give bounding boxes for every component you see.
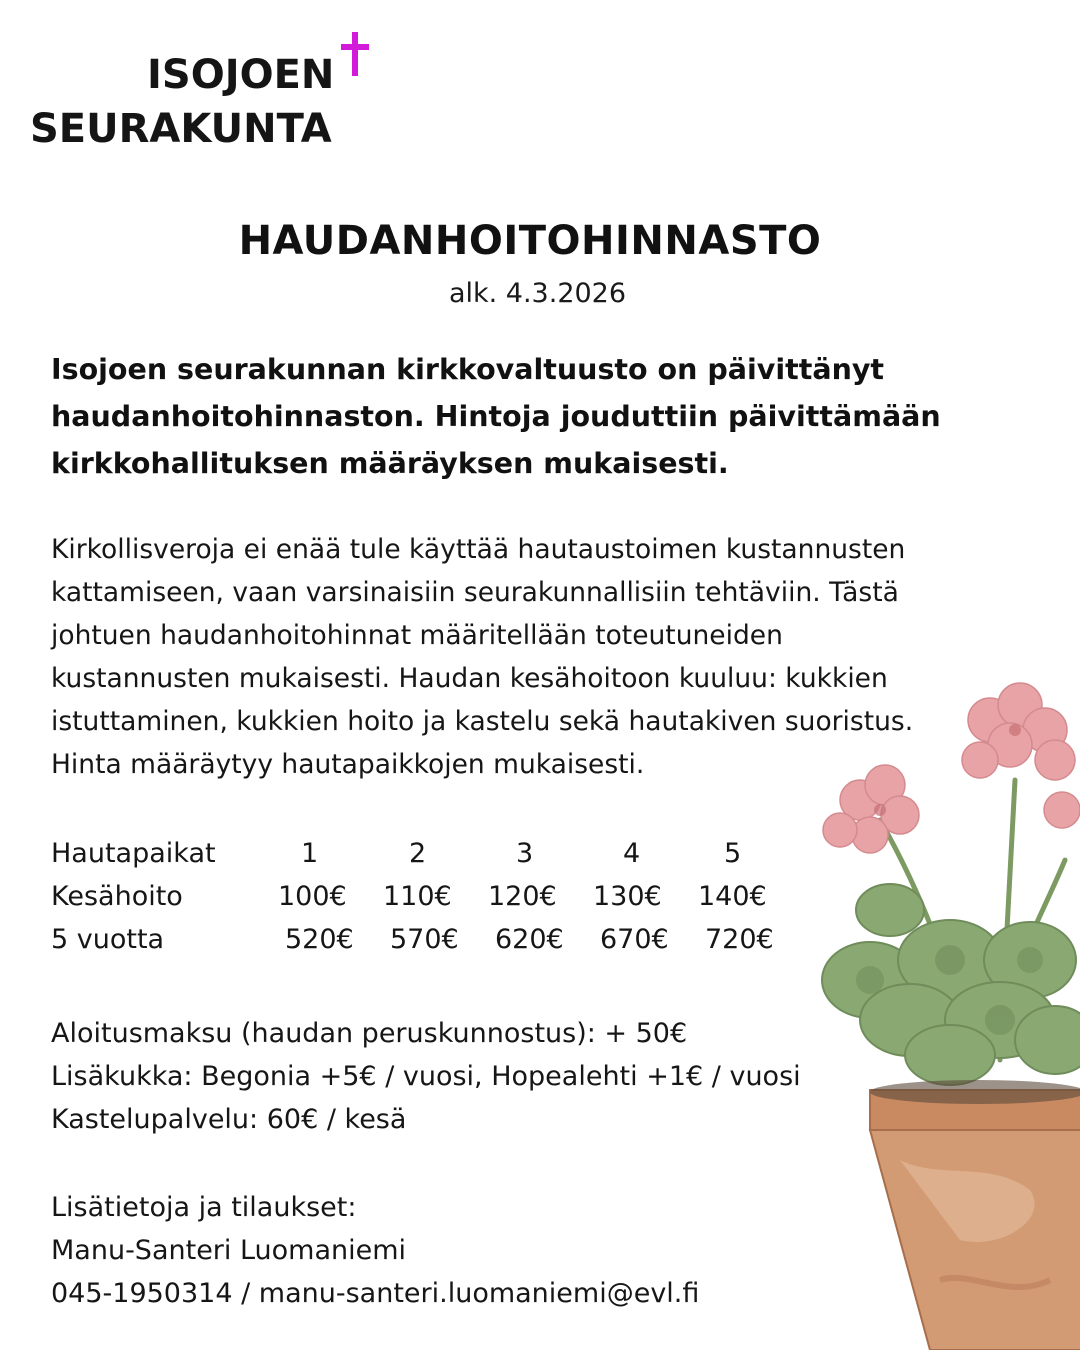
plot-count-cell: 4 [623, 838, 641, 869]
geranium-pot-illustration [800, 660, 1080, 1350]
extra-fees [51, 1012, 801, 1141]
price-cell: 100€ [278, 881, 347, 912]
body-line: johtuen haudanhoitohinnat määritellään toteutuneiden [51, 620, 783, 651]
lead-line: Isojoen seurakunnan kirkkovaltuusto on päivittänyt [51, 353, 885, 386]
page-title: HAUDANHOITOHINNASTO [238, 218, 822, 264]
contact-heading: Lisätietoja ja tilaukset: [51, 1192, 357, 1223]
logo-line-1: ISOJOEN [147, 52, 335, 98]
price-cell: 670€ [600, 924, 669, 955]
plot-count-cell: 3 [516, 838, 534, 869]
price-cell: 520€ [285, 924, 354, 955]
extra-fee-line: Lisäkukka: Begonia +5€ / vuosi, Hopealehti +1€ / vuosi [51, 1061, 801, 1092]
plot-count-cell: 1 [301, 838, 319, 869]
lead-line: kirkkohallituksen määräyksen mukaisesti. [51, 447, 729, 480]
extra-fee-line: Aloitusmaksu (haudan peruskunnostus): + 50€ [51, 1018, 688, 1049]
price-cell: 130€ [593, 881, 662, 912]
contact-phone-email: 045-1950314 / manu-santeri.luomaniemi@evl.fi [51, 1278, 700, 1309]
effective-date: alk. 4.3.2026 [448, 278, 627, 309]
plot-count-cell: 5 [724, 838, 742, 869]
body-line: kustannusten mukaisesti. Haudan kesähoitoon kuuluu: kukkien [51, 663, 888, 694]
contact-name: Manu-Santeri Luomaniemi [51, 1235, 407, 1266]
lead-paragraph [51, 346, 1041, 487]
row-label: Kesähoito [51, 881, 183, 912]
price-cell: 720€ [705, 924, 774, 955]
extra-fee-line: Kastelupalvelu: 60€ / kesä [51, 1104, 407, 1135]
parish-logo [30, 30, 390, 160]
logo-line-2: SEURAKUNTA [30, 106, 332, 152]
price-cell: 570€ [390, 924, 459, 955]
price-cell: 110€ [383, 881, 452, 912]
body-line: kattamiseen, vaan varsinaisiin seurakunnallisiin tehtäviin. Tästä [51, 577, 899, 608]
lead-line: haudanhoitohinnaston. Hintoja jouduttiin päivittämään [51, 400, 941, 433]
cross-icon [338, 30, 372, 78]
price-cell: 140€ [698, 881, 767, 912]
body-line: Kirkollisveroja ei enää tule käyttää hautaustoimen kustannusten [51, 534, 906, 565]
plot-count-cell: 2 [409, 838, 427, 869]
price-cell: 120€ [488, 881, 557, 912]
row-label: 5 vuotta [51, 924, 165, 955]
row-label: Hautapaikat [51, 838, 216, 869]
body-line: istuttaminen, kukkien hoito ja kastelu sekä hautakiven suoristus. [51, 706, 914, 737]
body-line: Hinta määräytyy hautapaikkojen mukaisesti. [51, 749, 645, 780]
contact-info [51, 1186, 699, 1315]
price-cell: 620€ [495, 924, 564, 955]
